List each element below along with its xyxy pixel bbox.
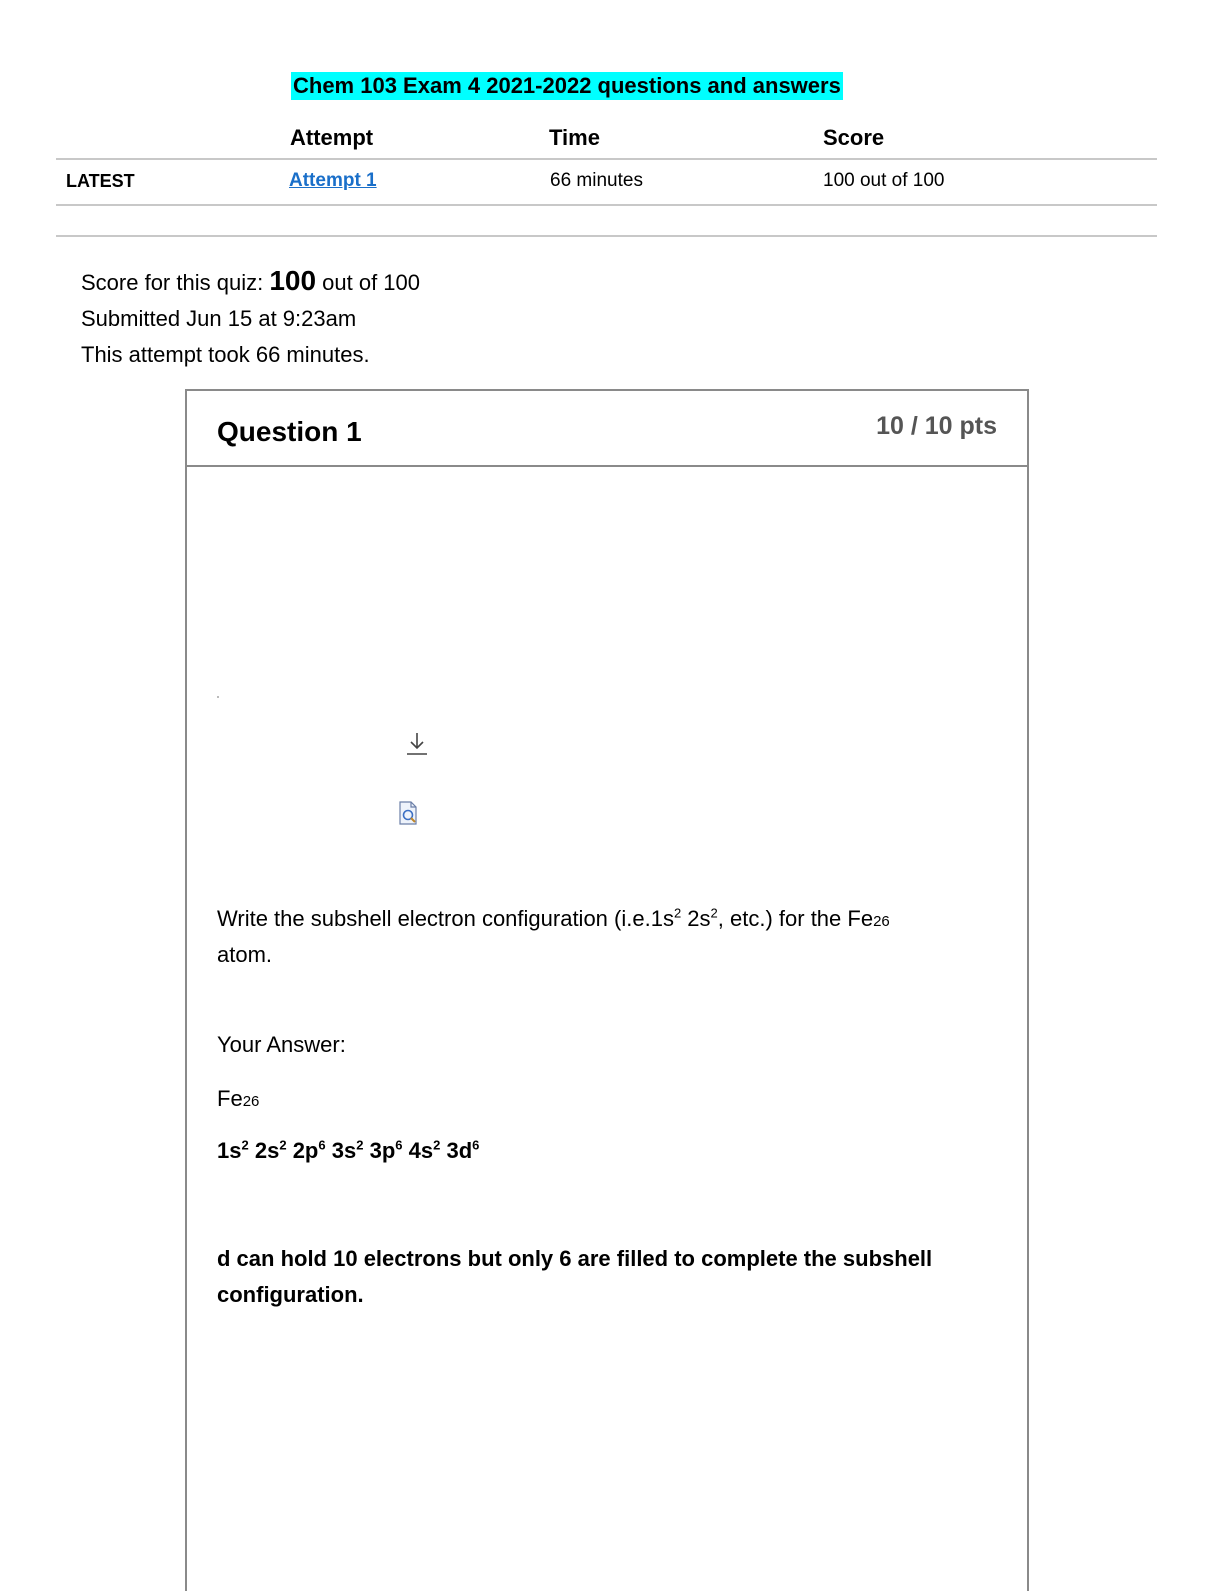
time-column-header: Time bbox=[549, 125, 600, 150]
quiz-score-prefix: Score for this quiz: bbox=[81, 270, 270, 295]
orbital-label: 2p bbox=[292, 1138, 319, 1163]
orbital-electrons: 6 bbox=[472, 1137, 480, 1153]
download-icon[interactable] bbox=[405, 731, 429, 757]
attempt-time: 66 minutes bbox=[550, 170, 643, 191]
duration-line: This attempt took 66 minutes. bbox=[81, 342, 370, 367]
quiz-score-suffix: out of 100 bbox=[316, 270, 421, 295]
answer-element-symbol: Fe bbox=[217, 1086, 243, 1111]
submitted-line: Submitted Jun 15 at 9:23am bbox=[81, 306, 357, 331]
explanation-line-1: d can hold 10 electrons but only 6 are filled to complete the subshell bbox=[217, 1246, 933, 1271]
orbital-electrons: 2 bbox=[241, 1137, 249, 1153]
question-prompt bbox=[217, 901, 890, 937]
orbital-electrons: 6 bbox=[318, 1137, 326, 1153]
quiz-score-line bbox=[81, 266, 420, 298]
orbital-label: 2s bbox=[254, 1138, 280, 1163]
orbital-label: 4s bbox=[408, 1138, 434, 1163]
question-prompt-line-2: atom. bbox=[217, 942, 273, 967]
question-points: 10 / 10 pts bbox=[876, 412, 997, 440]
explanation-line-2: configuration. bbox=[217, 1282, 364, 1307]
prompt-text-2: 2s bbox=[681, 906, 711, 931]
orbital-electrons: 2 bbox=[279, 1137, 287, 1153]
orbital-electrons: 2 bbox=[433, 1137, 441, 1153]
prompt-text-1: Write the subshell electron configuration (i.e.1s bbox=[217, 906, 674, 931]
latest-badge: LATEST bbox=[66, 171, 135, 191]
document-title: Chem 103 Exam 4 2021-2022 questions and answers bbox=[293, 73, 841, 98]
orbital-electrons: 6 bbox=[395, 1137, 403, 1153]
table-row-divider bbox=[56, 204, 1157, 206]
orbital-label: 1s bbox=[217, 1138, 242, 1163]
answer-element bbox=[217, 1081, 259, 1117]
orbital-electrons: 2 bbox=[356, 1137, 364, 1153]
question-title: Question 1 bbox=[217, 416, 362, 447]
prompt-superscript-1: 2 bbox=[673, 905, 682, 921]
attempt-score: 100 out of 100 bbox=[823, 170, 945, 191]
quiz-score-value: 100 bbox=[269, 265, 317, 296]
answer-label: Your Answer: bbox=[217, 1032, 346, 1057]
orbital-label: 3p bbox=[369, 1138, 396, 1163]
image-placeholder-dot bbox=[217, 696, 219, 698]
question-header bbox=[187, 391, 1027, 467]
electron-configuration bbox=[217, 1133, 479, 1169]
prompt-superscript-2: 2 bbox=[710, 905, 718, 921]
document-icon[interactable] bbox=[397, 801, 419, 825]
answer-element-subscript: 26 bbox=[242, 1093, 260, 1110]
prompt-text-3: , etc.) for the Fe bbox=[717, 906, 874, 931]
attempt-1-link[interactable]: Attempt 1 bbox=[289, 170, 377, 191]
question-card bbox=[185, 389, 1029, 1591]
score-column-header: Score bbox=[823, 125, 885, 150]
orbital-label: 3s bbox=[331, 1138, 357, 1163]
orbital-label: 3d bbox=[446, 1138, 473, 1163]
table-header-divider bbox=[56, 158, 1157, 160]
section-divider bbox=[56, 235, 1157, 237]
prompt-subscript: 26 bbox=[873, 913, 890, 930]
attempt-column-header: Attempt bbox=[290, 125, 374, 150]
